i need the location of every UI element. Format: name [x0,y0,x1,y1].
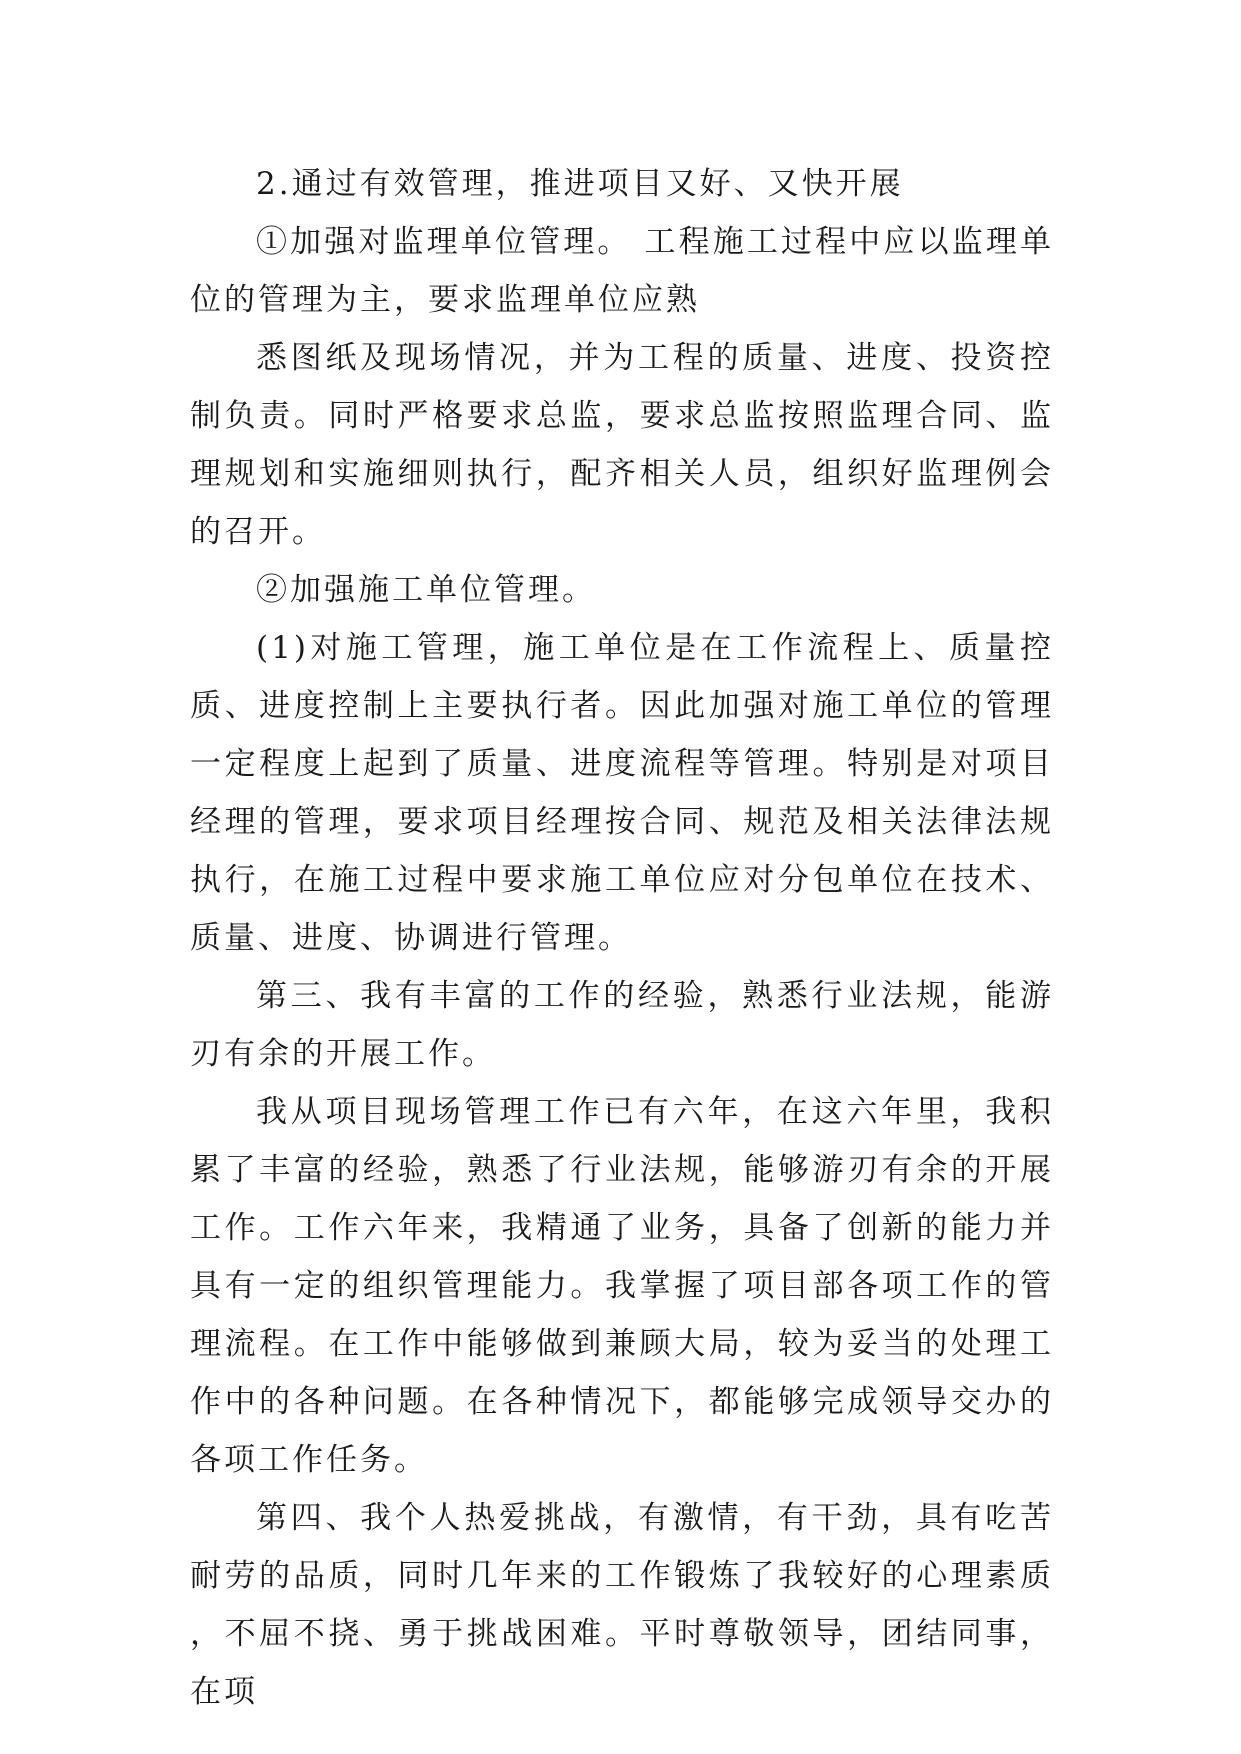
paragraph-supervision-unit: ①加强对监理单位管理。 工程施工过程中应以监理单位的管理为主，要求监理单位应熟 [190,224,1054,318]
paragraph-construction-unit: ②加强施工单位管理。 [256,572,596,608]
document-body [190,155,1054,1721]
paragraph-heading-2: 2.通过有效管理，推进项目又好、又快开展 [256,166,904,202]
paragraph-construction-management: (1)对施工管理，施工单位是在工作流程上、质量控质、进度控制上主要执行者。因此加强对施工单位的管理一定程度上起到了质量、进度流程等管理。特别是对项目经理的管理，要求项目经理按合同、规范及相关法律法规执行，在施工过程中要求施工单位应对分包单位在技术、质量、进度、协调进行管理。 [190,630,1054,956]
paragraph-fourth-point: 第四、我个人热爱挑战，有激情，有干劲，具有吃苦耐劳的品质，同时几年来的工作锻炼了我较好的心理素质 ，不屈不挠、勇于挑战困难。平时尊敬领导，团结同事，在项 [190,1500,1054,1710]
paragraph-experience: 我从项目现场管理工作已有六年，在这六年里，我积累了丰富的经验，熟悉了行业法规，能够游刃有余的开展工作。工作六年来，我精通了业务，具备了创新的能力并具有一定的组织管理能力。我掌握了项目部各项工作的管理流程。在工作中能够做到兼顾大局，较为妥当的处理工作中的各种问题。在各种情况下，都能够完成领导交办的各项工作任务。 [190,1094,1054,1478]
paragraph-supervision-detail: 悉图纸及现场情况，并为工程的质量、进度、投资控制负责。同时严格要求总监，要求总监按照监理合同、监理规划和实施细则执行，配齐相关人员，组织好监理例会的召开。 [190,340,1054,550]
paragraph-third-point: 第三、我有丰富的工作的经验，熟悉行业法规，能游刃有余的开展工作。 [190,978,1054,1072]
